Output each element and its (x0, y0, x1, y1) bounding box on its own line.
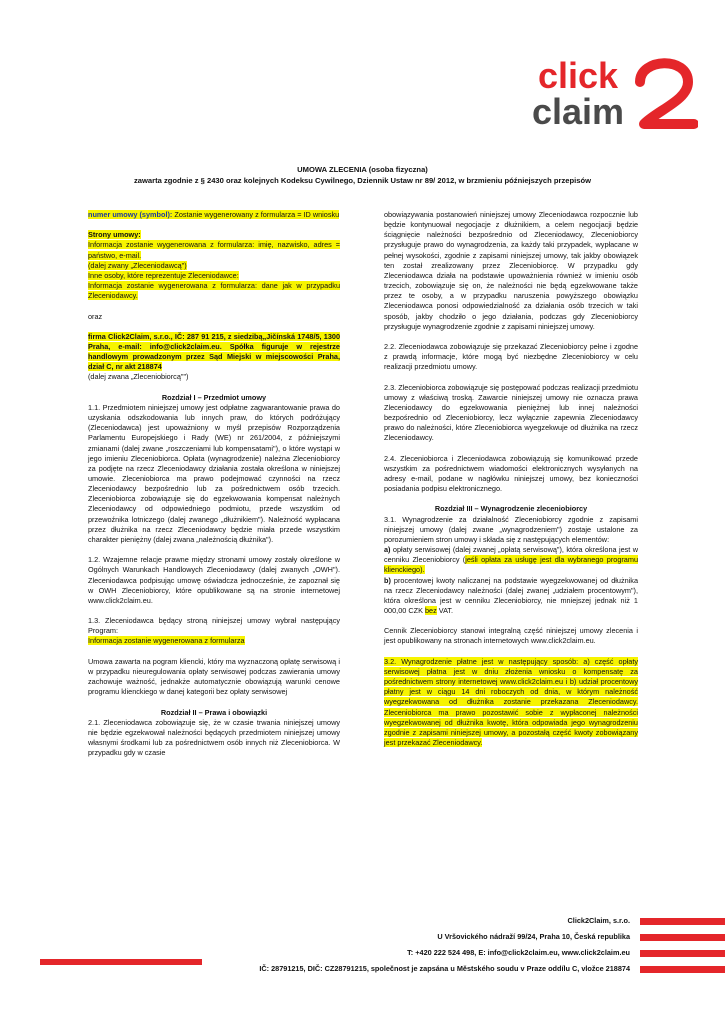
firm-tail: (dalej zwana „Zleceniobiorcą"") (88, 372, 189, 382)
parties-info-4: Informacja zostanie wygenerowana z formularza: dane jak w przypadku Zleceniodawcy. (88, 281, 340, 301)
contract-number-label: numer umowy (symbol): (88, 210, 173, 219)
paragraph-2-2: 2.2. Zleceniodawca zobowiązuje się przekazać Zleceniobiorcy pełne i zgodne z prawdą informacje, które mogą być niezbędne Zleceniobiorcy w celu realizacji przedmiotu umowy. (384, 342, 638, 372)
footer-bar-2 (640, 934, 725, 941)
contract-title: UMOWA ZLECENIA (osoba fizyczna) (297, 165, 428, 174)
footer-company: Click2Claim, s.r.o. (567, 916, 630, 925)
contract-heading (0, 164, 725, 186)
paragraph-1-4: Umowa zawarta na pogram kliencki, który ma wyznaczoną opłatę serwisową i w przypadku nieuregulowania opłaty serwisowej podczas zawierania umowy zachowuje ważność, jednakże automatycznie obowiązują warunki cenowe programu klienckiego w danej kategorii bez opłaty serwisowej (88, 656, 340, 697)
logo-word-click: click (538, 55, 619, 96)
parties-info-1: Informacja zostanie wygenerowana z formularza: imię, nazwisko, adres = państwo, e-mail. (88, 240, 340, 260)
logo-word-claim: claim (532, 91, 625, 132)
footer-contact: T: +420 222 524 498, E: info@click2claim.eu, www.click2claim.eu (407, 948, 630, 957)
paragraph-3-2: 3.2. Wynagrodzenie płatne jest w następujący sposób: a) część opłaty serwisowej płatna jest w dniu złożenia wniosku o kompensatę za pośrednictwem strony internetowej www.click2claim.eu i b) udział procentowy płatny jest w ciągu 14 dni roboczych od dnia, w którym należność wyegzekwowana od dłużnika zostanie przekazana Zleceniodawcy. Zleceniobiorca ma prawo pozostawić sobie z wypłaconej należności wyegzekwowanej od dłużnika kwotę, która odpowiada jego wynagrodzeniu zgodnie z zapisami niniejszej umowy, a pozostałą część kwoty zobowiązany jest przekazać Zleceniodawcy. (384, 656, 638, 748)
paragraph-1-3: 1.3. Zleceniodawca będący stroną niniejszej umowy wybrał następujący Program: Informacja zostanie wygenerowana z formularza (88, 616, 340, 646)
oraz-text: oraz (88, 311, 103, 321)
footer-bar-1 (640, 918, 725, 925)
paragraph-2-3: 2.3. Zleceniobiorca zobowiązuje się postępować podczas realizacji przedmiotu umowy z właściwą troską. Zawarcie niniejszej umowy nie oznacza prawa Zleceniodawcy do egzekwowania pieniężnej lub innej należności bezpośrednio od Zleceniobiorcy, lecz wyłącznie zapewnia Zleceniodawcy prawo do należności, które Zleceniobiorca wyegzekwuje od dłużnika na rzecz Zleceniodawcy. (384, 382, 638, 443)
paragraph-1-1: 1.1. Przedmiotem niniejszej umowy jest odpłatne zagwarantowanie prawa do uzyskania odszkodowania lub innych praw, do których podróżujący (Zleceniodawca) jest upoważniony w myśl przepisów Rozporządzenia Parlamentu Europejskiego i Rady (WE) nr 261/2004, z późniejszymi zmianami (dalej zwane „roszczeniami lub kompensatami"), o które wystąpi w jego imieniu Zleceniobiorca. Opłata (wynagrodzenie) należna Zleceniobiorcy za podjęte na rzecz Zleceniodawcy działania została określona w niniejszej umowie. Zleceniobiorca ma prawo podejmować czynności na rzecz Zleceniodawcy bezpośrednio lub za pośrednictwem osób trzecich. Zleceniobiorca zobowiązuje się do egzekwowania kompensat należnych Zleceniodawcy od odpowiedniego podmiotu, przede wszystkim od przewoźnika lotniczego (dalej zwanego „dłużnikiem"). Należność wypłacana przez dłużnika na rzecz Zleceniodawcy będzie miała przede wszystkim charakter pieniężny (dalej zwana „należnością dłużnika"). (88, 402, 340, 544)
footer-bar-left (40, 959, 202, 965)
paragraph-2-1: 2.1. Zleceniodawca zobowiązuje się, że w czasie trwania niniejszej umowy nie będzie egzekwował należności będących przedmiotem niniejszej umowy własnymi środkami lub za pośrednictwem osób innych niż Zleceniobiorca. W przypadku gdy w czasie (88, 717, 340, 758)
click2claim-logo (528, 52, 698, 132)
footer-registry: IČ: 28791215, DIČ: CZ28791215, společnost je zapsána u Městského soudu v Praze oddílu C, vložce 218874 (259, 964, 630, 973)
footer-bar-4 (640, 966, 725, 973)
vat-note: bez (424, 606, 437, 616)
footer-address: U Vršovického nádraží 99/24, Praha 10, Česká republika (437, 932, 630, 941)
chapter-2-title: Rozdział II – Prawa i obowiązki (160, 707, 268, 717)
parties-label: Strony umowy: (88, 230, 141, 240)
footer-bar-3 (640, 950, 725, 957)
left-column (88, 210, 340, 768)
contract-subtitle: zawarta zgodnie z § 2430 oraz kolejnych Kodeksu Cywilnego, Dziennik Ustaw nr 89/ 2012, w brzmieniu późniejszych przepisów (133, 176, 592, 185)
chapter-1-title: Rozdział I – Przedmiot umowy (161, 392, 267, 402)
paragraph-3-1-b: b) procentowej kwoty naliczanej na podstawie wyegzekwowanej od dłużnika na rzecz Zleceniodawcy należności (dalej zwanej „udziałem procentowym"), która określona jest w cenniku Zleceniobiorcy, nie mniejszej jednak niż 1 000,00 CZK bez VAT. (384, 575, 638, 616)
paragraph-3-1: 3.1. Wynagrodzenie za działalność Zleceniobiorcy zgodnie z zapisami niniejszej umowy (dalej zwane „wynagrodzeniem") zostaje ustalone za porozumieniem stron umowy i składa się z następujących elementów: (384, 514, 638, 544)
contract-number (88, 210, 340, 220)
logo-digit-two (640, 63, 694, 124)
program-placeholder: Informacja zostanie wygenerowana z formularza (88, 636, 245, 646)
parties-info-2: (dalej zwany „Zleceniodawcą") (88, 260, 187, 270)
pricelist-paragraph: Cennik Zleceniobiorcy stanowi integralną część niniejszej umowy zlecenia i jest opublikowany na stronach internetowych www.click2claim.eu. (384, 626, 638, 646)
paragraph-2-4: 2.4. Zleceniobiorca i Zleceniodawca zobowiązują się komunikować przede wszystkim za pośrednictwem wiadomości elektronicznych wysyłanych na adresy e-mail, podane w nagłówku niniejszej umowy, bez konieczności posiadania podpisu elektronicznego. (384, 453, 638, 494)
firm-details: firma Click2Claim, s.r.o., IČ: 287 91 215, z siedzibą„Jičínská 1748/5, 1300 Praha, e-mail: info@click2claim.eu. Spółka figuruje w rejestrze handlowym prowadzonym przez Sąd Miejski w miejscowości Praha, dział C, nr akt 218874 (88, 331, 340, 372)
service-fee-note: jeśli opłata za usługę jest dla wybranego programu klienckiego). (384, 555, 639, 575)
paragraph-2-1-continued: obowiązywania postanowień niniejszej umowy Zleceniodawca rozpocznie lub będzie kontynuował negocjacje z dłużnikiem, a celem negocjacji będzie ściągnięcie należności bezpośrednio od Zleceniodawcy, Zleceniobiorcy przysługuje prawo do wynagrodzenia, za każdy taki przypadek, wypłacane w pełnej wysokości, zgodnie z zapisami niniejszej umowy, tak jakby obowiązek ten został zrealizowany przez Zleceniobiorcę. W przypadku gdy Zleceniodawca działa na podstawie upoważnienia również w imieniu osób trzecich, zobowiązuje się on, że należności nie będą egzekwowane także przez te osoby, a w przypadku naruszenia powyższego obowiązku Zleceniodawca ponosi odpowiedzialność za działania osób trzecich w taki sposób, jakby chodziło o jego działania, podczas gdy Zleceniobiorcy przysługuje wynagrodzenie zgodnie z zapisami niniejszej umowy. (384, 210, 638, 331)
contract-number-value: Zostanie wygenerowany z formularza = ID wniosku (174, 210, 340, 219)
paragraph-3-1-a: a) opłaty serwisowej (dalej zwanej „opłatą serwisową"), która określona jest w cenniku Zleceniobiorcy (jeśli opłata za usługę jest dla wybranego programu klienckiego). (384, 545, 639, 575)
paragraph-1-2: 1.2. Wzajemne relacje prawne między stronami umowy zostały określone w Ogólnych Warunkach Handlowych Zleceniodawcy (dalej zwanych „OWH"). Zleceniodawca podpisując umowę oświadcza jednocześnie, że zapoznał się w OWH Zleceniobiorcy, które opublikowane są na stronie internetowej www.click2claim.eu. (88, 555, 340, 605)
right-column (384, 210, 638, 758)
parties-info-3: Inne osoby, które reprezentuje Zleceniodawce: (88, 270, 239, 280)
chapter-3-title: Rozdział III – Wynagrodzenie zleceniobiorcy (434, 504, 588, 514)
